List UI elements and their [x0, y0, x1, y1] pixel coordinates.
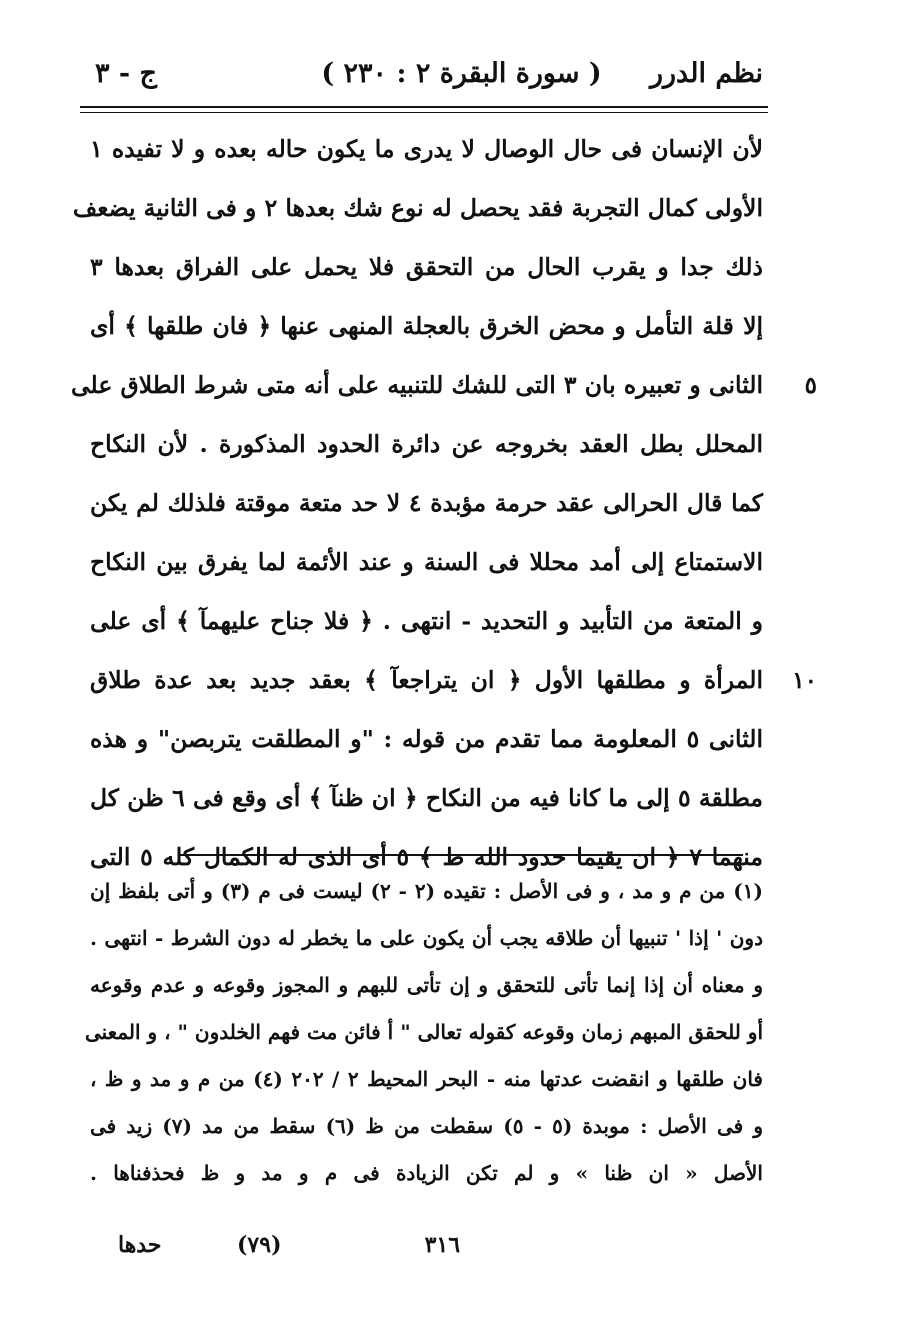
header-rule-thick [80, 106, 768, 108]
footnote-separator [178, 854, 743, 856]
text-line [90, 769, 763, 828]
footnote-line: الأصل « ان ظنا » و لم تكن الزيادة فى م و مد و ظ فحذفناها . [90, 1161, 763, 1185]
footnote-line: أو للحقق المبهم زمان وقوعه كقوله تعالى " أ فائن مت فهم الخلدون " ، و المعنى [84, 1020, 763, 1044]
text-line [90, 592, 763, 651]
text-line [90, 533, 763, 592]
text-line-content: لأن الإنسان فى حال الوصال لا يدرى ما يكون حاله بعده و لا تفيده ١ [90, 135, 763, 163]
header-rule-thin [80, 112, 768, 113]
header-book-title: نظم الدرر [649, 58, 763, 89]
footnotes [84, 868, 763, 1197]
text-line [90, 415, 763, 474]
footnote-line: دون ' إذا ' تنبيها أن طلاقه يجب أن يكون على ما يخطر له دون الشرط - انتهى . [90, 926, 763, 950]
footnote-line: و فى الأصل : موبدة (٥ - ٥) سقطت من ظ (٦) سقط من مد (٧) زيد فى [90, 1114, 763, 1138]
text-line-content: إلا قلة التأمل و محض الخرق بالعجلة المنهى عنها ﴿ فان طلقها ﴾ أى [90, 312, 763, 340]
header-volume: ج - ٣ [95, 58, 157, 89]
text-line-content: المحلل بطل العقد بخروجه عن دائرة الحدود المذكورة . لأن النكاح [90, 430, 763, 458]
text-line [90, 651, 817, 710]
main-text [70, 120, 817, 887]
text-line-content: و المتعة من التأبيد و التحديد - انتهى . ﴿ فلا جناح عليهمآ ﴾ أى على [90, 607, 763, 635]
text-line-content: الثانى ٥ المعلومة مما تقدم من قوله : "و المطلقت يتربصن" و هذه [90, 725, 763, 753]
text-line-content: مطلقة ٥ إلى ما كانا فيه من النكاح ﴿ ان ظنآ ﴾ أى وقع فى ٦ ظن كل [90, 784, 763, 812]
text-line-content: المرأة و مطلقها الأول ﴿ ان يتراجعآ ﴾ بعقد جديد بعد عدة طلاق [90, 666, 763, 694]
text-line [90, 120, 763, 179]
catchword: حدها [118, 1232, 162, 1258]
header-surah-reference: ( سورة البقرة ٢ : ٢٣٠ ) [321, 58, 602, 89]
text-line-content: الاستمتاع إلى أمد محللا فى السنة و عند الأئمة لما يفرق بين النكاح [90, 548, 763, 576]
text-line-content: ذلك جدا و يقرب الحال من التحقق فلا يحمل على الفراق بعدها ٣ [90, 253, 763, 281]
footnote-line: و معناه أن إذا إنما تأتى للتحقق و إن تأتى للبهم و المجوز وقوعه و عدم وقوعه [90, 973, 763, 997]
text-line [90, 238, 763, 297]
text-line [90, 297, 763, 356]
text-line [90, 474, 763, 533]
text-line-content: منهما ٧ ﴿ ان يقيما حدود الله ط ﴾ ٥ أى الذى له الكمال كله ٥ التى [90, 843, 763, 871]
line-number: ٥ [804, 372, 817, 399]
text-line [90, 710, 763, 769]
line-number: ١٠ [792, 667, 817, 694]
text-line-content: كما قال الحرالى عقد حرمة مؤبدة ٤ لا حد متعة موقتة فلذلك لم يكن [90, 489, 763, 517]
footnote-line: فان طلقها و انقضت عدتها منه - البحر المحيط ٢ / ٢٠٢ (٤) من م و مد و ظ ، [90, 1067, 763, 1091]
signature-number: (٧٩) [237, 1232, 282, 1258]
text-line [70, 356, 817, 415]
footnote-line: (١) من م و مد ، و فى الأصل : تقيده (٢ - ٢) ليست فى م (٣) و أتى بلفظ إن [90, 879, 763, 903]
text-line-content: الأولى كمال التجربة فقد يحصل له نوع شك بعدها ٢ و فى الثانية يضعف [72, 194, 763, 222]
page-number: ٣١٦ [424, 1232, 461, 1258]
text-line-content: الثانى و تعبيره بان ٣ التى للشك للتنبيه على أنه متى شرط الطلاق على [70, 371, 763, 399]
text-line [72, 179, 763, 238]
